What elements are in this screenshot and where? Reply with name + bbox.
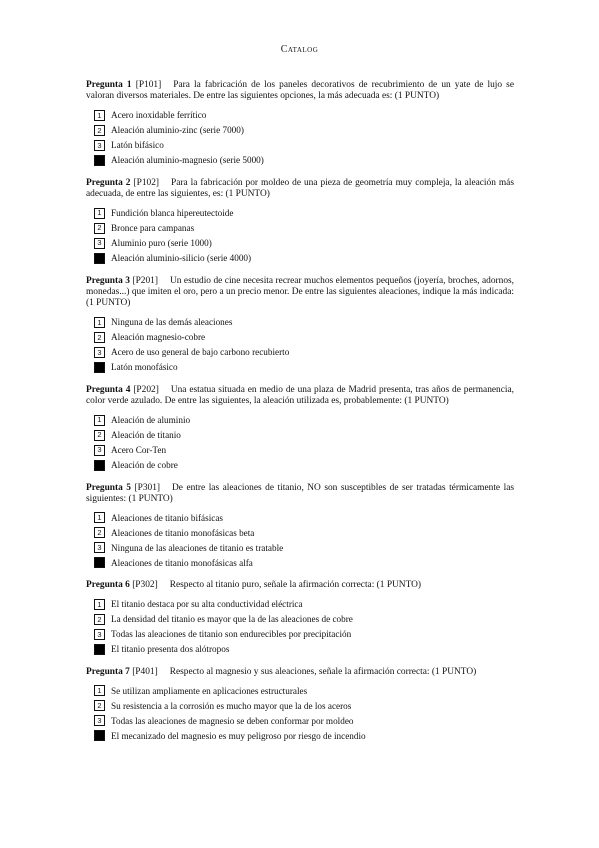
answer-number-box[interactable]: 3 (94, 238, 105, 249)
marked-answer-box[interactable] (94, 362, 105, 373)
question-text (86, 385, 514, 408)
answer-option[interactable] (94, 713, 514, 728)
answer-number-box[interactable]: 3 (94, 715, 105, 726)
answer-text: Todas las aleaciones de titanio son endurecibles por precipitación (111, 629, 352, 640)
question-label: Pregunta 3 (86, 275, 130, 286)
answer-option[interactable] (94, 315, 514, 330)
answer-text: Todas las aleaciones de magnesio se deben conformar por moldeo (111, 715, 354, 726)
marked-answer-box[interactable] (94, 644, 105, 655)
answer-options (86, 597, 514, 657)
question-body: De entre las aleaciones de titanio, NO son susceptibles de ser tratadas térmicamente las siguientes: (1 PUNTO) (86, 482, 514, 505)
question-label: Pregunta 4 (86, 384, 131, 395)
answer-option[interactable] (94, 138, 514, 153)
answer-option[interactable] (94, 555, 514, 570)
question-text (86, 178, 514, 201)
question-block (86, 483, 514, 571)
question-body: Respecto al magnesio y sus aleaciones, señale la afirmación correcta: (1 PUNTO) (169, 666, 477, 677)
answer-option[interactable] (94, 153, 514, 168)
answer-number-box[interactable]: 1 (94, 415, 105, 426)
answer-number-box[interactable]: 3 (94, 140, 105, 151)
answer-number-box[interactable]: 3 (94, 347, 105, 358)
question-label: Pregunta 7 (86, 666, 130, 677)
answer-options (86, 683, 514, 743)
question-block (86, 276, 514, 375)
answer-text: Aleación de cobre (111, 460, 178, 471)
answer-option[interactable] (94, 206, 514, 221)
question-label: Pregunta 1 (86, 80, 132, 90)
question-code: [P401] (132, 666, 158, 677)
answer-option[interactable] (94, 251, 514, 266)
marked-answer-box[interactable] (94, 460, 105, 471)
answer-option[interactable] (94, 612, 514, 627)
answer-option[interactable] (94, 597, 514, 612)
question-code: [P301] (134, 482, 161, 493)
question-block (86, 80, 514, 168)
answer-number-box[interactable]: 3 (94, 445, 105, 456)
answer-option[interactable] (94, 123, 514, 138)
answer-text: El titanio presenta dos alótropos (111, 644, 230, 655)
answer-text: Aleación aluminio-zinc (serie 7000) (111, 125, 244, 136)
marked-answer-box[interactable] (94, 155, 105, 166)
answer-option[interactable] (94, 458, 514, 473)
question-block (86, 385, 514, 473)
question-body: Una estatua situada en medio de una plaza de Madrid presenta, tras años de permanencia, color verde azulado. De entre las siguientes, la aleación utilizada es, probablemente: (1 PUNTO) (86, 384, 514, 407)
answer-number-box[interactable]: 1 (94, 208, 105, 219)
answer-number-box[interactable]: 2 (94, 527, 105, 538)
answer-text: Latón monofásico (111, 362, 178, 373)
answer-option[interactable] (94, 698, 514, 713)
marked-answer-box[interactable] (94, 730, 105, 741)
answer-text: Ninguna de las demás aleaciones (111, 317, 233, 328)
answer-text: Aleación magnesio-cobre (111, 332, 206, 343)
page-title: Catalog (280, 44, 319, 55)
answer-options (86, 413, 514, 473)
answer-option[interactable] (94, 236, 514, 251)
answer-options (86, 108, 514, 168)
answer-option[interactable] (94, 728, 514, 743)
question-code: [P101] (135, 80, 162, 90)
question-body: Para la fabricación de los paneles decorativos de recubrimiento de un yate de lujo se valoran diversos materiales. De entre las siguientes opciones, la más adecuada es: (1 PUNTO) (86, 80, 514, 102)
question-label: Pregunta 6 (86, 580, 130, 591)
answer-number-box[interactable]: 1 (94, 110, 105, 121)
question-text (86, 580, 514, 591)
answer-options (86, 510, 514, 570)
question-body: Un estudio de cine necesita recrear muchos elementos pequeños (joyería, broches, adornos, monedas...) que imiten el oro, pero a un precio menor. De entre las siguientes aleaciones, indique la más indicada: (1 PUNTO) (86, 275, 514, 309)
answer-option[interactable] (94, 540, 514, 555)
answer-number-box[interactable]: 2 (94, 223, 105, 234)
answer-number-box[interactable]: 2 (94, 332, 105, 343)
question-body: Para la fabricación por moldeo de una pieza de geometría muy compleja, la aleación más adecuada, de entre las siguientes, es: (1 PUNTO) (86, 177, 514, 200)
answer-text: Aleación aluminio-magnesio (serie 5000) (111, 155, 264, 166)
answer-option[interactable] (94, 642, 514, 657)
answer-text: Aleación de titanio (111, 430, 181, 441)
answer-options (86, 315, 514, 375)
answer-number-box[interactable]: 1 (94, 512, 105, 523)
question-code: [P201] (132, 275, 158, 286)
answer-options (86, 206, 514, 266)
answer-text: Latón bifásico (111, 140, 164, 151)
marked-answer-box[interactable] (94, 253, 105, 264)
answer-text: Aluminio puro (serie 1000) (111, 238, 212, 249)
question-code: [P102] (133, 177, 160, 188)
answer-text: Bronce para campanas (111, 223, 195, 234)
answer-text: Su resistencia a la corrosión es mucho mayor que la de los aceros (111, 700, 352, 711)
answer-text: El titanio destaca por su alta conductividad eléctrica (111, 599, 303, 610)
answer-text: Aleación de aluminio (111, 415, 191, 426)
answer-option[interactable] (94, 443, 514, 458)
question-text (86, 80, 514, 103)
answer-option[interactable] (94, 428, 514, 443)
answer-option[interactable] (94, 345, 514, 360)
answer-number-box[interactable]: 2 (94, 700, 105, 711)
answer-text: El mecanizado del magnesio es muy peligroso por riesgo de incendio (111, 730, 366, 741)
answer-number-box[interactable]: 1 (94, 599, 105, 610)
answer-number-box[interactable]: 2 (94, 614, 105, 625)
answer-text: Acero inoxidable ferrítico (111, 110, 207, 121)
answer-number-box[interactable]: 2 (94, 430, 105, 441)
question-code: [P302] (132, 580, 158, 591)
answer-text: Se utilizan ampliamente en aplicaciones estructurales (111, 685, 308, 696)
answer-text: Fundición blanca hipereutectoide (111, 208, 234, 219)
answer-text: Aleaciones de titanio monofásicas beta (111, 527, 255, 538)
marked-answer-box[interactable] (94, 557, 105, 568)
question-block (86, 580, 514, 656)
answer-text: Ninguna de las aleaciones de titanio es tratable (111, 542, 284, 553)
question-block (86, 178, 514, 266)
answer-number-box[interactable]: 3 (94, 629, 105, 640)
answer-number-box[interactable]: 1 (94, 317, 105, 328)
answer-text: Aleación aluminio-silicio (serie 4000) (111, 253, 252, 264)
answer-option[interactable] (94, 360, 514, 375)
question-list (86, 80, 514, 753)
answer-number-box[interactable]: 1 (94, 685, 105, 696)
answer-option[interactable] (94, 525, 514, 540)
answer-option[interactable] (94, 221, 514, 236)
question-code: [P202] (133, 384, 159, 395)
question-body: Respecto al titanio puro, señale la afirmación correcta: (1 PUNTO) (169, 580, 422, 591)
answer-number-box[interactable]: 2 (94, 125, 105, 136)
answer-text: Acero Cor-Ten (111, 445, 167, 456)
answer-option[interactable] (94, 108, 514, 123)
answer-text: Aleaciones de titanio monofásicas alfa (111, 557, 253, 568)
question-label: Pregunta 5 (86, 482, 131, 493)
answer-text: La densidad del titanio es mayor que la de las aleaciones de cobre (111, 614, 353, 625)
question-text (86, 667, 514, 678)
answer-option[interactable] (94, 627, 514, 642)
answer-option[interactable] (94, 330, 514, 345)
question-text (86, 276, 514, 310)
answer-text: Acero de uso general de bajo carbono recubierto (111, 347, 290, 358)
answer-option[interactable] (94, 683, 514, 698)
answer-option[interactable] (94, 510, 514, 525)
answer-option[interactable] (94, 413, 514, 428)
question-text (86, 483, 514, 506)
question-label: Pregunta 2 (86, 177, 131, 188)
answer-number-box[interactable]: 3 (94, 542, 105, 553)
answer-text: Aleaciones de titanio bifásicas (111, 512, 223, 523)
question-block (86, 667, 514, 743)
